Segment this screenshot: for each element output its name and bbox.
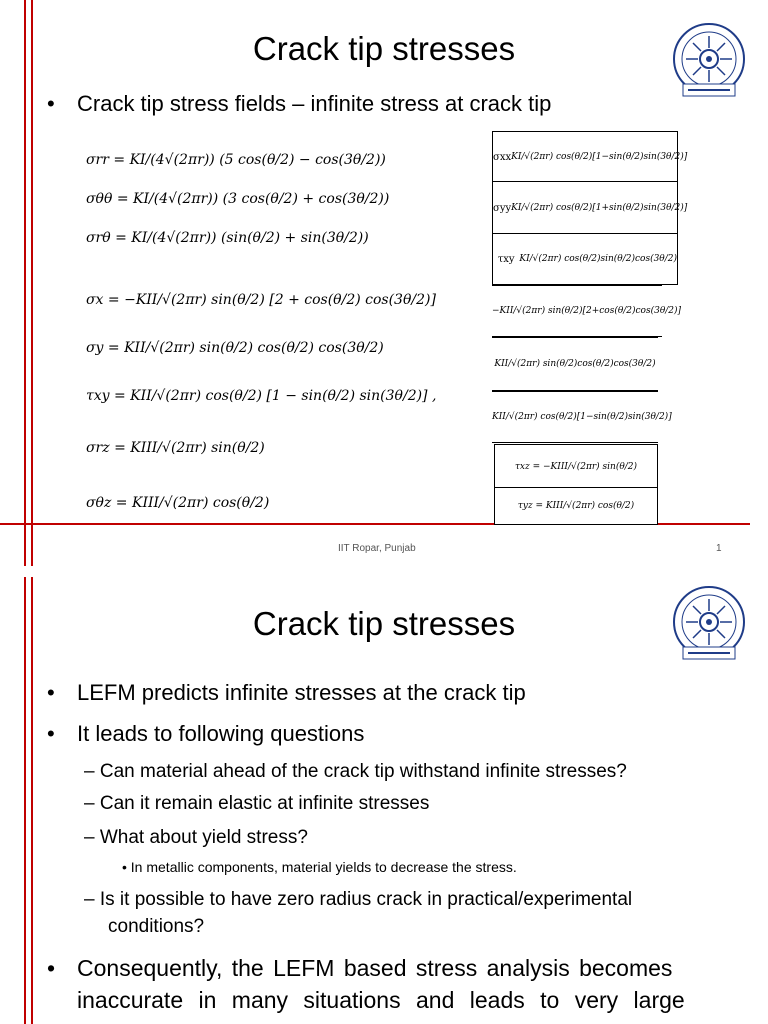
subitem: – What about yield stress? — [84, 827, 308, 848]
table-row-mode1: σxx KI/√(2πr) cos(θ/2)[1−sin(θ/2)sin(3θ/2)] — [492, 131, 678, 183]
slide-title: Crack tip stresses — [252, 605, 516, 642]
table-row-mode3: τyz = KIII/√(2πr) cos(θ/2) — [494, 487, 658, 525]
equation-sigma-thetaz: σθz = KIII/√(2πr) cos(θ/2) — [86, 495, 270, 511]
equation-sigma-y: σy = KII/√(2πr) sin(θ/2) cos(θ/2) cos(3θ/2) — [86, 340, 384, 356]
table-row-mode2: −KII/√(2πr) sin(θ/2)[2+cos(θ/2)cos(3θ/2)] — [492, 285, 662, 337]
bullet-dot: • — [47, 721, 55, 746]
table-row-mode2: KII/√(2πr) sin(θ/2)cos(θ/2)cos(3θ/2) — [492, 337, 658, 391]
equation-sigma-x: σx = −KII/√(2πr) sin(θ/2) [2 + cos(θ/2) cos(3θ/2)] — [86, 292, 436, 308]
equation-tau-xy: τxy = KII/√(2πr) cos(θ/2) [1 − sin(θ/2) sin(3θ/2)] , — [86, 388, 437, 404]
equation-sigma-thetatheta: σθθ = KI/(4√(2πr)) (3 cos(θ/2) + cos(3θ/2)) — [86, 191, 390, 207]
accent-vertical-line — [24, 0, 26, 566]
page-number: 1 — [716, 543, 722, 554]
subitem: – Can material ahead of the crack tip withstand infinite stresses? — [84, 761, 627, 782]
slide-title: Crack tip stresses — [252, 30, 516, 67]
accent-vertical-line — [31, 577, 33, 1024]
table-row-mode1: τxy KI/√(2πr) cos(θ/2)sin(θ/2)cos(3θ/2) — [492, 233, 678, 285]
equation-sigma-rtheta: σrθ = KI/(4√(2πr)) (sin(θ/2) + sin(3θ/2)) — [86, 230, 369, 246]
bullet-dot: • — [47, 91, 55, 116]
subitem-continuation: conditions? — [108, 916, 205, 937]
table-row-mode3: τxz = −KIII/√(2πr) sin(θ/2) — [494, 444, 658, 489]
accent-vertical-line — [31, 0, 33, 566]
subitem: – Can it remain elastic at infinite stresses — [84, 793, 430, 814]
equation-sigma-rr: σrr = KI/(4√(2πr)) (5 cos(θ/2) − cos(3θ/2)) — [86, 152, 386, 168]
footer-institution: IIT Ropar, Punjab — [338, 543, 416, 554]
equation-sigma-rz: σrz = KIII/√(2πr) sin(θ/2) — [86, 440, 265, 456]
table-row-mode1: σyy KI/√(2πr) cos(θ/2)[1+sin(θ/2)sin(3θ/2)] — [492, 181, 678, 235]
subsub-item: • In metallic components, material yields to decrease the stress. — [122, 859, 517, 875]
iit-ropar-emblem-icon — [670, 585, 748, 663]
bullet-dot: • — [47, 955, 56, 981]
slide-2: Crack tip stresses • LEFM predicts infinite stresses at the crack tip • It leads to following questions – Can material ahead of the crack tip withstand infinite stresses? – Can it remain elastic at infinite stresses – What about yield stress? • In metallic components, material yields to decrease the stress. – Is it possible to have zero radius crack in practical/experimental conditions? • Consequently, the LEFM based stress analysis becomes inaccurate in many situations and leads to very large — [0, 577, 768, 1024]
table-row-mode2: KII/√(2πr) cos(θ/2)[1−sin(θ/2)sin(3θ/2)] — [492, 391, 658, 443]
slide-1: Crack tip stresses • Crack tip stress fields – infinite stress at crack tip σrr = KI/(4√(2πr)) (5 cos(θ/2) − cos(3θ/2)) σθθ = KI/(4√(2πr)) (3 cos(θ/2) + cos(3θ/2)) σrθ = KI/(4√(2πr)) (sin(θ/2) + sin(3θ/2)) σx = −KII/√(2πr) sin(θ/2) [2 + cos(θ/2) cos(3θ/2)] σy = KII/√(2πr) sin(θ/2) cos(θ/2) cos(3θ/2) τxy = KII/√(2πr) cos(θ/2) [1 − sin(θ/2) sin(3θ/2)] , σrz = KIII/√(2πr) sin(θ/2) σθz = KIII/√(2πr) cos(θ/2) σxx KI/√(2πr) cos(θ/2)[1−sin(θ/2)sin(3θ/2)] σyy KI/√(2πr) cos(θ/2)[1+sin(θ/2)sin(3θ/2)] τxy KI/√(2πr) cos(θ/2)sin(θ/2)cos(3θ/2) −KII/√(2πr) sin(θ/2)[2+cos(θ/2)cos(3θ/2)] KII/√(2πr) sin(θ/2)cos(θ/2)cos(3θ/2) KII/√(2πr) cos(θ/2)[1−sin(θ/2)sin(3θ/2)] τxz = −KIII/√(2πr) sin(θ/2) τyz = KIII/√(2πr) cos(θ/2) IIT Ropar, Punjab 1 — [0, 0, 768, 566]
accent-vertical-line — [24, 577, 26, 1024]
bullet-dot: • — [47, 680, 55, 705]
subitem: – Is it possible to have zero radius crack in practical/experimental — [84, 889, 633, 910]
iit-ropar-emblem-icon — [670, 22, 748, 100]
